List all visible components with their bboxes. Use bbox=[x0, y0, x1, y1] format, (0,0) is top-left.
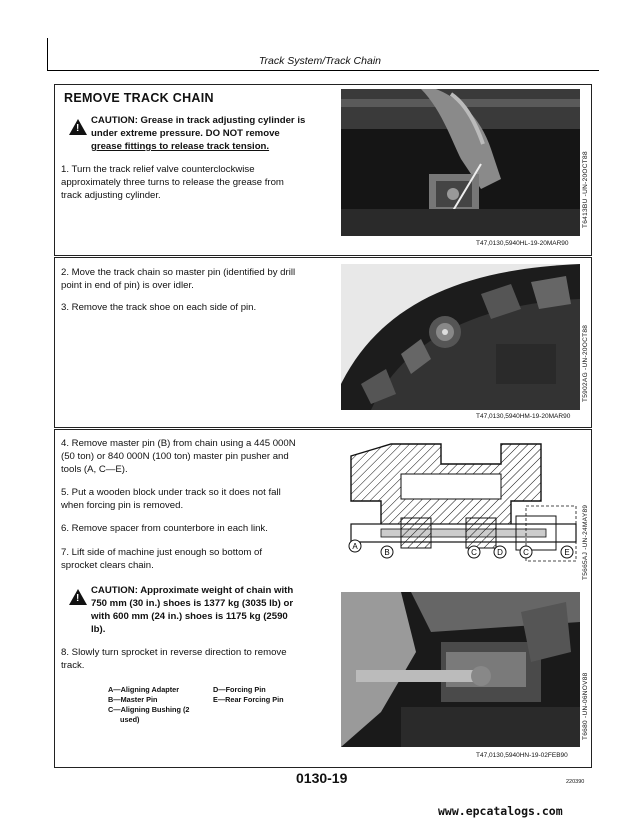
step5-line-1: 5. Put a wooden block under track so it does not fall bbox=[61, 487, 281, 498]
figure-code-3: T5665AJ -UN-24MAY89 bbox=[582, 504, 589, 580]
step5-line-2: when forcing pin is removed. bbox=[61, 500, 184, 511]
step1-line-2: approximately three turns to release the grease from bbox=[61, 177, 284, 188]
legend-c: C—Aligning Bushing (2 bbox=[108, 705, 190, 714]
page-header-title: Track System/Track Chain bbox=[258, 55, 381, 67]
legend-d: D—Forcing Pin bbox=[213, 685, 266, 694]
reference-code-3: T47,0130,5940HN-19-02FEB90 bbox=[476, 752, 568, 759]
reference-code-1: T47,0130,5940HL-19-20MAR90 bbox=[476, 240, 569, 247]
step3-text: 3. Remove the track shoe on each side of pin. bbox=[61, 302, 257, 313]
figure-code-4: T6680 -UN-06NOV88 bbox=[582, 672, 589, 740]
caution-line-1: CAUTION: Grease in track adjusting cylinder is bbox=[91, 115, 306, 126]
step2-line-1: 2. Move the track chain so master pin (identified by drill bbox=[61, 267, 296, 278]
diagram-label-b: B bbox=[384, 548, 390, 557]
date-code: 220390 bbox=[566, 779, 585, 785]
section-title: REMOVE TRACK CHAIN bbox=[64, 91, 214, 105]
diagram-label-c: C bbox=[471, 548, 477, 557]
footer-url-link[interactable]: www.epcatalogs.com bbox=[438, 804, 563, 818]
step4-line-2: (50 ton) or 840 000N (100 ton) master pin pusher and bbox=[61, 451, 289, 462]
step1-line-1: 1. Turn the track relief valve counterclockwise bbox=[61, 164, 255, 175]
step6-text: 6. Remove spacer from counterbore in each link. bbox=[61, 523, 268, 534]
figure-code-1: T6413BU -UN-20OCT88 bbox=[582, 151, 589, 228]
legend-b: B—Master Pin bbox=[108, 695, 158, 704]
photo-master-pin-pusher bbox=[341, 592, 580, 747]
caution2-line-3: with 600 mm (24 in.) shoes is 1175 kg (2590 bbox=[91, 611, 288, 622]
step7-line-1: 7. Lift side of machine just enough so bottom of bbox=[61, 547, 263, 558]
diagram-label-e: E bbox=[564, 548, 570, 557]
step7-line-2: sprocket clears chain. bbox=[61, 560, 154, 571]
header-rule bbox=[47, 70, 599, 71]
diagram-label-d: D bbox=[497, 548, 503, 557]
step8-line-1: 8. Slowly turn sprocket in reverse direction to remove bbox=[61, 647, 287, 658]
warning-icon-mark: ! bbox=[76, 593, 80, 604]
step8-line-2: track. bbox=[61, 660, 85, 671]
legend-c-cont: used) bbox=[120, 715, 140, 724]
diagram-label-a: A bbox=[352, 542, 358, 551]
step4-line-3: tools (A, C—E). bbox=[61, 464, 128, 475]
caution2-line-1: CAUTION: Approximate weight of chain with bbox=[91, 585, 294, 596]
reference-code-2: T47,0130,5940HM-19-20MAR90 bbox=[476, 413, 571, 420]
diagram-master-pin-pusher bbox=[341, 436, 580, 586]
diagram-label-c2: C bbox=[523, 548, 529, 557]
step1-line-3: track adjusting cylinder. bbox=[61, 190, 161, 201]
caution2-line-2: 750 mm (30 in.) shoes is 1377 kg (3035 lb) or bbox=[91, 598, 294, 609]
header-vertical-rule bbox=[47, 38, 48, 70]
step2-line-2: point in end of pin) is over idler. bbox=[61, 280, 194, 291]
page-number: 0130-19 bbox=[296, 770, 348, 786]
photo-track-chain-idler bbox=[341, 264, 580, 410]
photo-track-relief-valve bbox=[341, 89, 580, 236]
caution-line-2: under extreme pressure. DO NOT remove bbox=[91, 128, 280, 139]
figure-code-2: T5902AG -UN-20OCT88 bbox=[582, 324, 589, 402]
warning-icon-mark: ! bbox=[76, 123, 80, 134]
caution-line-3: grease fittings to release track tension. bbox=[91, 141, 270, 152]
legend-a: A—Aligning Adapter bbox=[108, 685, 180, 694]
caution2-line-4: lb). bbox=[91, 624, 106, 635]
legend-e: E—Rear Forcing Pin bbox=[213, 695, 284, 704]
step4-line-1: 4. Remove master pin (B) from chain using a 445 000N bbox=[61, 438, 296, 449]
